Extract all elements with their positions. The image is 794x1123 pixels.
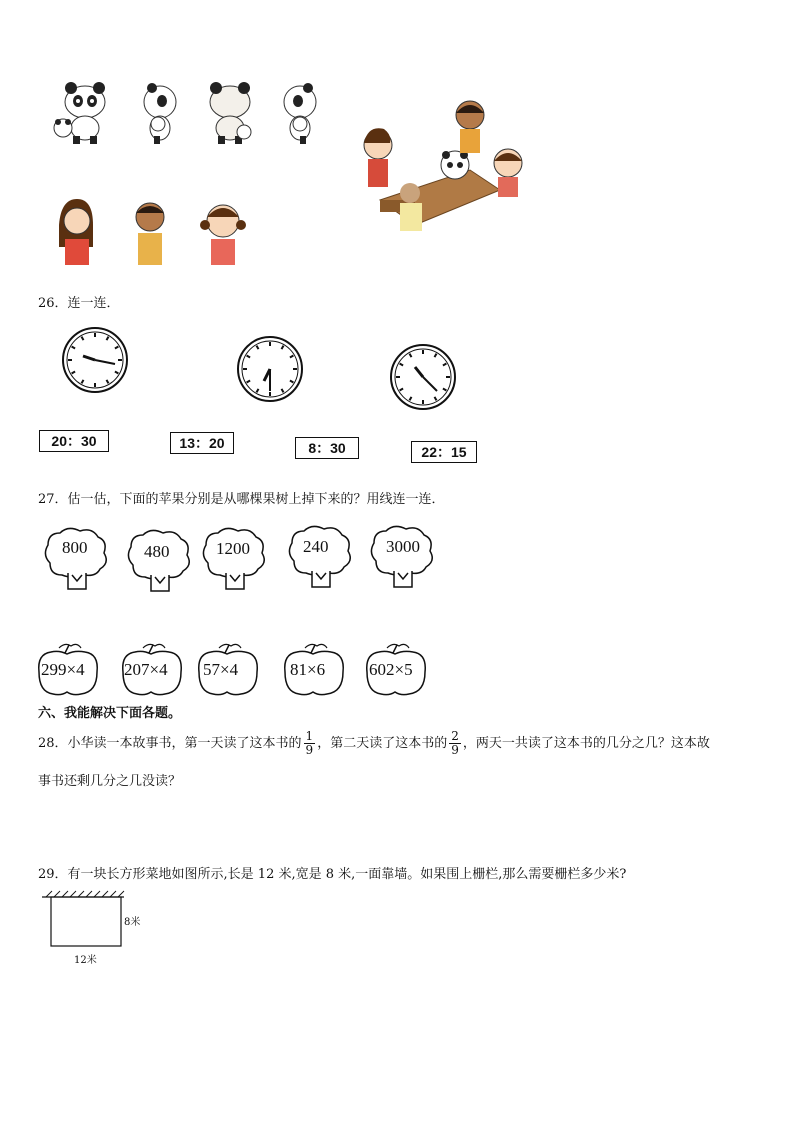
panda-side-icon [144, 83, 176, 144]
q28-text-part2: ，第二天读了这本书的 [317, 736, 448, 751]
apple-expression: 299×4 [41, 660, 85, 679]
fraction-numerator: 1 [305, 729, 314, 743]
time-box: 13：20 [170, 432, 234, 454]
tree-value: 480 [144, 542, 170, 561]
length-label: 12米 [74, 955, 97, 966]
panda-views-illustration [45, 80, 335, 160]
apple-expression: 57×4 [203, 660, 239, 679]
q28-line2: 事书还剩几分之几没读？ [38, 774, 182, 789]
fraction-denominator: 9 [451, 743, 459, 757]
tree-value: 800 [62, 538, 88, 557]
panda-front-icon [54, 82, 105, 144]
time-box: 22：15 [411, 441, 477, 463]
clock-icon [391, 345, 455, 409]
fraction-two-ninths [449, 730, 461, 757]
apple-expression: 207×4 [124, 660, 168, 679]
q26-title: 26．连一连． [38, 296, 120, 311]
girl-icon [59, 199, 93, 265]
tree-value: 3000 [386, 537, 420, 556]
clock-icon [238, 337, 302, 401]
q28-text-part3: ，两天一共读了这本书的几分之几？这本故 [462, 736, 710, 751]
fraction-denominator: 9 [305, 743, 314, 757]
panda-side-right-icon [284, 83, 316, 144]
trees-row [40, 525, 440, 595]
time-box: 20：30 [39, 430, 109, 452]
q27-title: 27．估一估，下面的苹果分别是从哪棵果树上掉下来的？用线连一连． [38, 492, 445, 507]
clocks-row [55, 325, 465, 415]
q29-text: 29．有一块长方形菜地如图所示,长是 12 米,宽是 8 米,一面靠墙。如果围上栅栏,那么需要栅栏多少米? [38, 867, 627, 882]
fraction-numerator: 2 [451, 729, 459, 743]
q28-text-part1: 28．小华读一本故事书，第一天读了这本书的 [38, 736, 302, 751]
apple-expression: 602×5 [369, 660, 413, 679]
three-children-illustration [45, 195, 260, 273]
fraction-one-ninth [304, 730, 316, 757]
tree-value: 1200 [216, 539, 250, 558]
girl-pigtails-icon [200, 205, 246, 265]
section-heading: 六、我能解决下面各题。 [38, 705, 182, 720]
children-around-table-illustration [350, 95, 540, 245]
width-label: 8米 [124, 917, 141, 928]
tree-value: 240 [303, 537, 329, 556]
q28-line1 [38, 730, 710, 757]
apple-expression: 81×6 [290, 660, 326, 679]
clock-icon [63, 328, 127, 392]
boy-icon [136, 203, 164, 265]
time-box: 8：30 [295, 437, 359, 459]
panda-back-icon [210, 82, 251, 144]
